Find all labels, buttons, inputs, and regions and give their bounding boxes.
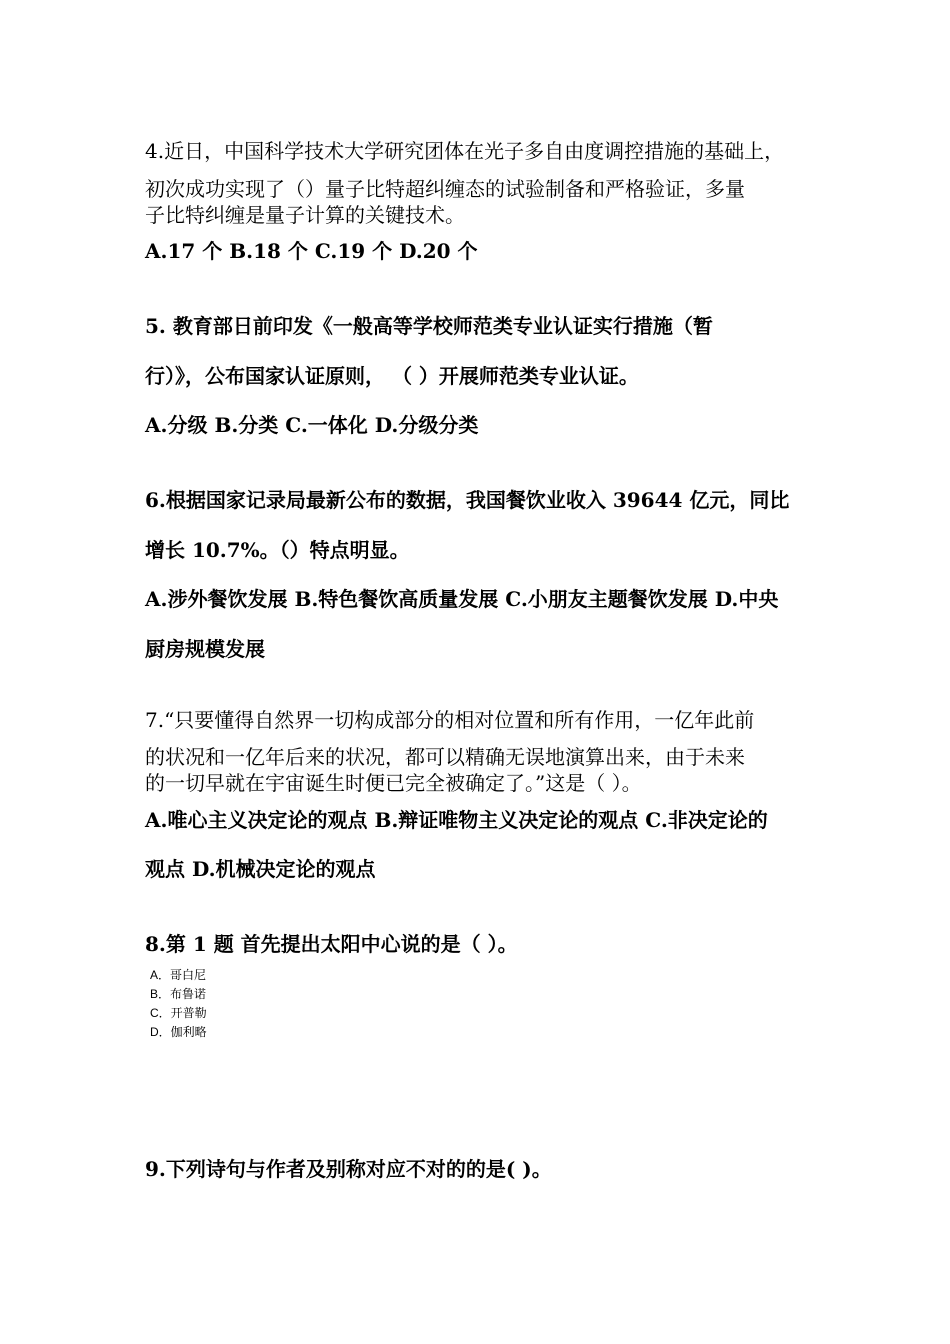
q7-line-3: 的一切早就在宇宙诞生时便已完全被确定了。”这是（ ）。 — [145, 771, 642, 795]
q7-options-1: A.唯心主义决定论的观点 B.辩证唯物主义决定论的观点 C.非决定论的 — [145, 808, 768, 832]
q5-line-1: 5. 教育部日前印发《一般高等学校师范类专业认证实行措施（暂 — [145, 314, 713, 338]
q6-options-2: 厨房规模发展 — [145, 637, 265, 661]
q4-line-2: 初次成功实现了（）量子比特超纠缠态的试验制备和严格验证，多量 — [145, 177, 745, 201]
q8-option-a: A．哥白尼 — [150, 968, 207, 982]
q6-line-1: 6.根据国家记录局最新公布的数据，我国餐饮业收入 39644 亿元，同比 — [145, 488, 790, 512]
q7-line-1: 7.“只要懂得自然界一切构成部分的相对位置和所有作用，一亿年此前 — [145, 708, 755, 732]
q6-line-2: 增长 10.7%。（）特点明显。 — [145, 538, 410, 562]
q7-line-2: 的状况和一亿年后来的状况，都可以精确无误地演算出来，由于未来 — [145, 745, 745, 769]
q4-line-1: 4.近日，中国科学技术大学研究团体在光子多自由度调控措施的基础上， — [145, 139, 785, 163]
q8-title: 8.第 1 题 首先提出太阳中心说的是（ ）。 — [145, 932, 518, 956]
q5-options: A.分级 B.分类 C.一体化 D.分级分类 — [145, 413, 479, 437]
q5-line-2: 行）》，公布国家认证原则， （ ）开展师范类专业认证。 — [145, 364, 639, 388]
q6-options-1: A.涉外餐饮发展 B.特色餐饮高质量发展 C.小朋友主题餐饮发展 D.中央 — [145, 587, 779, 611]
q9-title: 9.下列诗句与作者及别称对应不对的的是( )。 — [145, 1157, 552, 1181]
q4-options: A.17 个 B.18 个 C.19 个 D.20 个 — [145, 239, 478, 263]
q4-line-3: 子比特纠缠是量子计算的关键技术。 — [145, 203, 465, 227]
q8-option-b: B．布鲁诺 — [150, 987, 207, 1001]
q8-option-d: D．伽利略 — [150, 1025, 207, 1039]
q8-option-c: C．开普勒 — [150, 1006, 207, 1020]
q7-options-2: 观点 D.机械决定论的观点 — [145, 857, 376, 881]
